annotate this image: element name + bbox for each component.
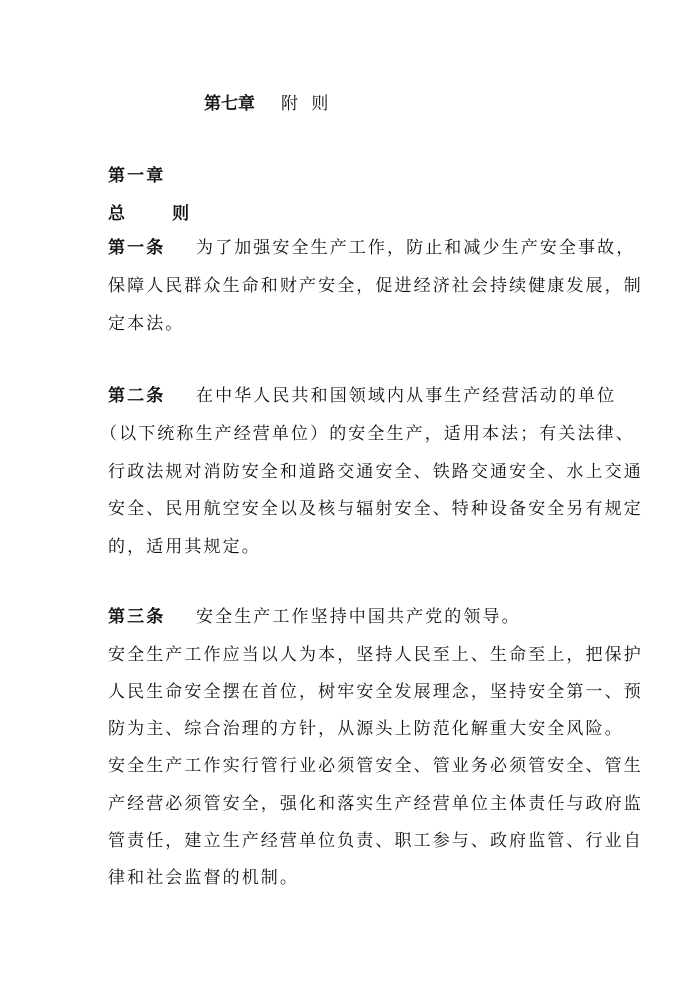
article-text: 律和社会监督的机制。 (108, 868, 299, 888)
article-text: 安全、民用航空安全以及核与辐射安全、特种设备安全另有规定 (108, 499, 643, 519)
chapter-one-label: 第一章 (108, 166, 166, 186)
article-text: 的，适用其规定。 (108, 537, 261, 557)
article-2-label: 第二条 (108, 386, 166, 406)
chapter-title-left: 总 (108, 204, 128, 224)
article-text: 保障人民群众生命和财产安全，促进经济社会持续健康发展，制 (108, 276, 643, 296)
article-text: 管责任，建立生产经营单位负责、职工参与、政府监管、行业自 (108, 831, 643, 851)
article-text: 行政法规对消防安全和道路交通安全、铁路交通安全、水上交通 (108, 462, 643, 482)
article-3-line-1 (108, 605, 521, 629)
article-text: 定本法。 (108, 314, 185, 334)
article-2-line-1 (108, 384, 616, 408)
article-text: 安全生产工作应当以人为本，坚持人民至上、生命至上，把保护 (108, 645, 643, 665)
article-1-label: 第一条 (108, 238, 166, 258)
article-text: 安全生产工作坚持中国共产党的领导。 (196, 607, 521, 627)
chapter-seven-heading (204, 92, 332, 116)
chapter-seven-label: 第七章 (204, 94, 255, 114)
article-text: 在中华人民共和国领域内从事生产经营活动的单位 (196, 386, 617, 406)
article-text: 为了加强安全生产工作，防止和减少生产安全事故， (196, 238, 636, 258)
chapter-seven-title: 附 则 (281, 94, 333, 114)
article-text: 安全生产工作实行管行业必须管安全、管业务必须管安全、管生 (108, 756, 643, 776)
article-text: （以下统称生产经营单位）的安全生产，适用本法；有关法律、 (100, 424, 635, 444)
chapter-title-right: 则 (172, 204, 192, 224)
article-1-line-1 (108, 236, 635, 260)
article-text: 产经营必须管安全，强化和落实生产经营单位主体责任与政府监 (108, 794, 643, 814)
article-text: 人民生命安全摆在首位，树牢安全发展理念，坚持安全第一、预 (108, 682, 643, 702)
article-3-label: 第三条 (108, 607, 166, 627)
article-text: 防为主、综合治理的方针，从源头上防范化解重大安全风险。 (108, 719, 624, 739)
chapter-one-title (108, 202, 191, 226)
